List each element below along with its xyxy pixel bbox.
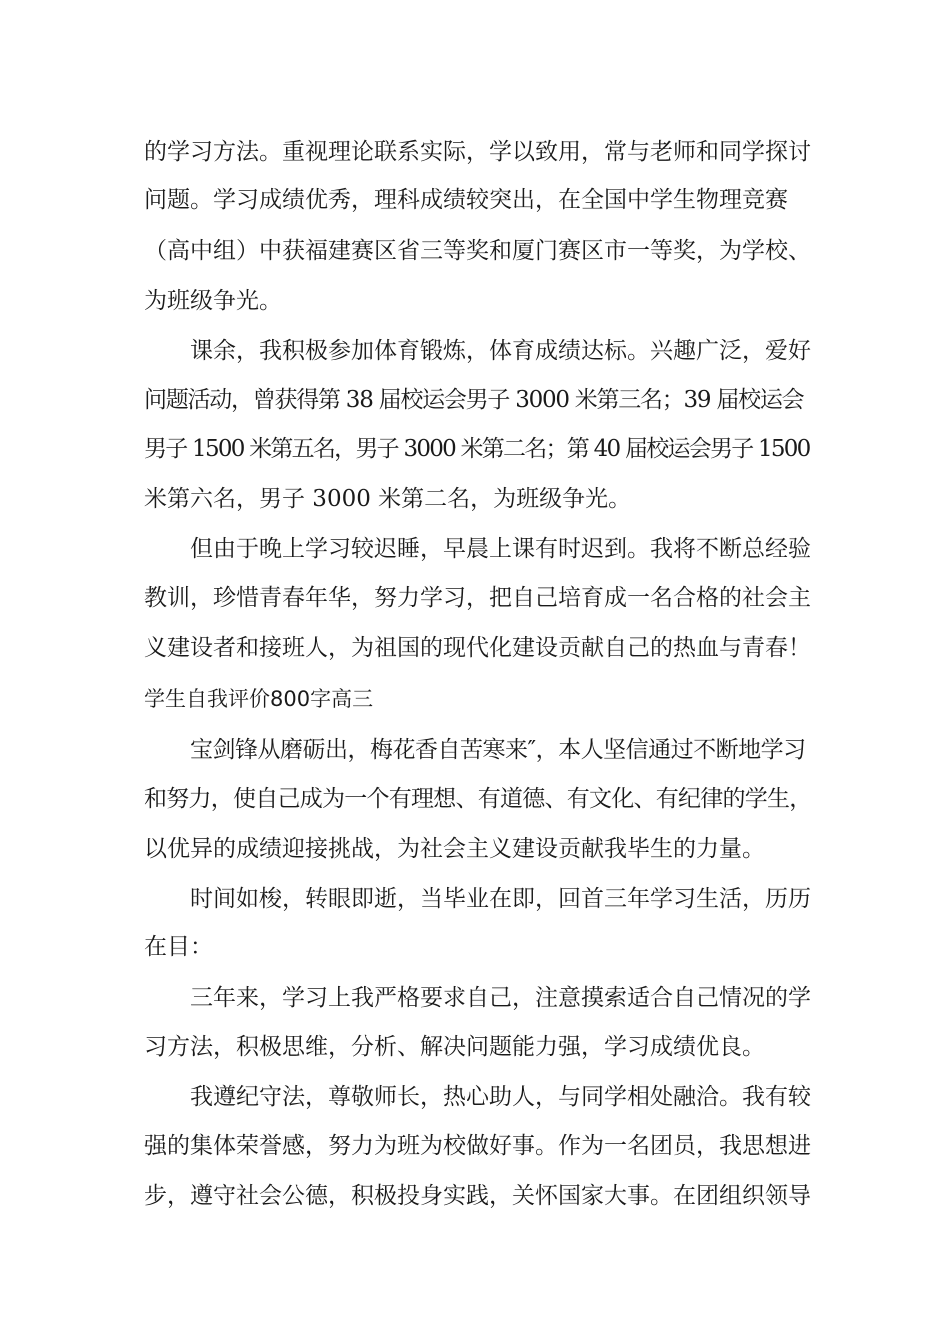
body-line: 教训，珍惜青春年华，努力学习，把自己培育成一名合格的社会主 [144,585,811,611]
body-line: 为班级争光。 [144,288,282,314]
body-line: 步，遵守社会公德，积极投身实践，关怀国家大事。在团组织领导 [144,1183,811,1209]
body-line: 强的集体荣誉感，努力为班为校做好事。作为一名团员，我思想进 [144,1133,811,1159]
paragraph-first-line: 三年来，学习上我严格要求自己，注意摸索适合自己情况的学 [190,985,811,1011]
body-line: 的学习方法。重视理论联系实际，学以致用，常与老师和同学探讨 [144,139,811,165]
paragraph-first-line: 我遵纪守法，尊敬师长，热心助人，与同学相处融洽。我有较 [190,1084,811,1110]
body-line: （高中组）中获福建赛区省三等奖和厦门赛区市一等奖，为学校、 [144,238,811,264]
body-line: 习方法，积极思维，分析、解决问题能力强，学习成绩优良。 [144,1034,765,1060]
body-line: 米第六名，男子 3000 米第二名，为班级争光。 [144,486,632,512]
body-line: 和努力，使自己成为一个有理想、有道德、有文化、有纪律的学生， [144,786,812,812]
body-line: 在目： [144,934,213,960]
paragraph-first-line: 但由于晚上学习较迟睡，早晨上课有时迟到。我将不断总经验 [190,536,811,562]
section-heading: 学生自我评价800字高三 [144,687,374,711]
paragraph-first-line: 时间如梭，转眼即逝，当毕业在即，回首三年学习生活，历历 [190,886,811,912]
body-line: 男子 1500 米第五名，男子 3000 米第二名；第 40 届校运会男子 1500 [144,436,810,462]
body-line: 问题活动，曾获得第 38 届校运会男子 3000 米第三名；39 届校运会 [144,387,804,413]
body-line: 以优异的成绩迎接挑战，为社会主义建设贡献我毕生的力量。 [144,836,765,862]
body-line: 义建设者和接班人，为祖国的现代化建设贡献自己的热血与青春！ [144,635,811,661]
paragraph-first-line: 课余，我积极参加体育锻炼，体育成绩达标。兴趣广泛，爱好 [190,338,811,364]
paragraph-first-line: 宝剑锋从磨砺出，梅花香自苦寒来″，本人坚信通过不断地学习 [190,737,806,763]
body-line: 问题。学习成绩优秀，理科成绩较突出，在全国中学生物理竞赛 [144,187,788,213]
